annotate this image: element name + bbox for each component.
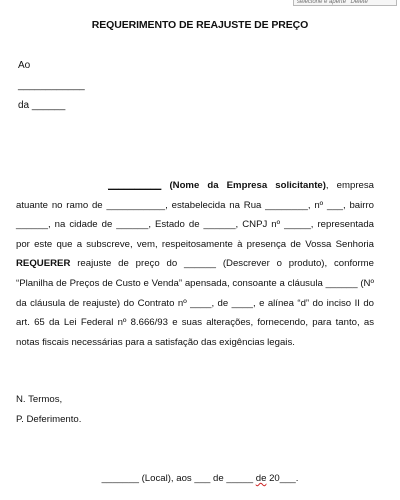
- from-blank: ______: [31, 100, 66, 111]
- place-date-post: 20___.: [266, 473, 299, 484]
- paragraph-part-1: , empresa atuante no ramo de ___________, estabelecida na Rua ________, nº ___, bairro ______, na cidade de ______, Estado de ______, CNPJ nº _____, representada por este que a subscreve, vem, respeitosamente à presença de Vossa Senhoria: [16, 180, 374, 250]
- from-label: da: [18, 100, 30, 111]
- recipient-blank: [18, 80, 85, 91]
- company-name-blank: __________: [108, 180, 162, 191]
- place-date-pre: _______ (Local), aos ___ de _____: [101, 473, 256, 484]
- from-line: [18, 100, 65, 111]
- recipient-label: Ao: [18, 60, 31, 71]
- request-paragraph: [16, 176, 374, 352]
- spellcheck-word: de: [255, 473, 267, 484]
- recipient-blank-text: ____________: [18, 80, 85, 91]
- document-title: REQUERIMENTO DE REAJUSTE DE PREÇO: [91, 19, 309, 31]
- requerer-keyword: REQUERER: [16, 258, 71, 270]
- editor-hint-box: selecione e aperte ' Delete': [293, 0, 397, 6]
- paragraph-part-2: reajuste de preço do ______ (Descrever o produto), conforme “Planilha de Preços de Custo e Venda” apensada, consoante a cláusula ______ (Nº da cláusula de reajuste) do Contrato nº ____, de ____, e alínea “d” do inciso II do art. 65 da Lei Federal nº 8.666/93 e suas alterações, fornecendo, para tanto, as notas fiscais necessárias para a satisfação das exigências legais.: [16, 258, 374, 348]
- closing-termos: N. Termos,: [16, 394, 63, 405]
- recipient-line: [18, 60, 30, 71]
- company-name-label: (Nome da Empresa solicitante): [169, 180, 326, 191]
- place-date-line: [0, 473, 400, 484]
- closing-deferimento: P. Deferimento.: [16, 414, 82, 425]
